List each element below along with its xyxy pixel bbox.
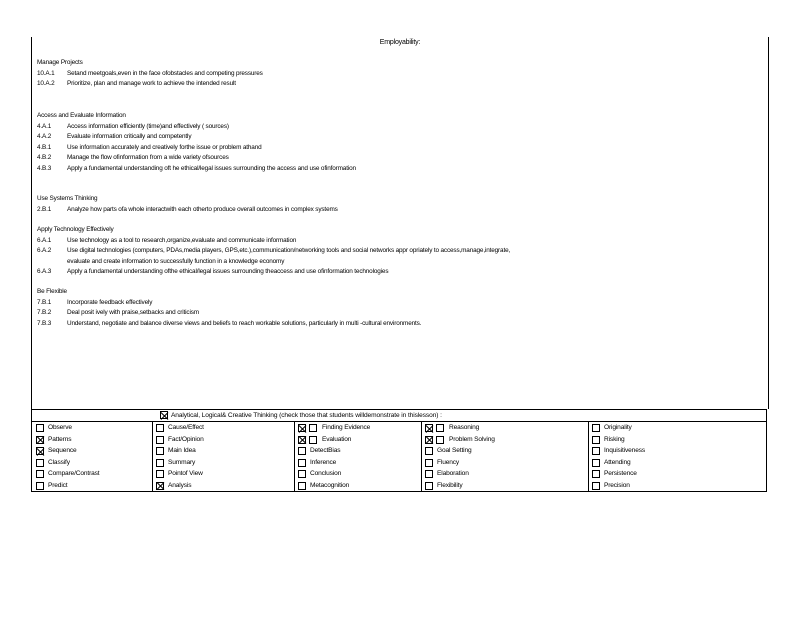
skill-label: Elaboration bbox=[437, 470, 469, 478]
standard-text: Incorporate feedback effectively bbox=[67, 298, 153, 306]
skill-checkbox[interactable] bbox=[156, 482, 164, 490]
skill-label: Fact/Opinion bbox=[168, 435, 204, 443]
skill-label: Fluency bbox=[437, 458, 460, 466]
standard-code: 4.B.3 bbox=[37, 164, 52, 172]
skill-checkbox[interactable] bbox=[36, 447, 44, 455]
standard-code: 10.A.1 bbox=[37, 69, 55, 77]
thinking-skill-item bbox=[152, 434, 294, 446]
standard-text: Use digital technologies (computers, PDAs,media players, GPS,etc.),communication/networking tools and social networks appr opriately to access,manage,integrate, bbox=[67, 247, 511, 255]
skill-checkbox[interactable] bbox=[36, 470, 44, 478]
standard-text-continued: evaluate and create information to successfully function in a knowledge economy bbox=[67, 257, 285, 265]
thinking-skills-table bbox=[31, 409, 767, 492]
standard-row bbox=[37, 319, 763, 330]
standard-row bbox=[37, 267, 763, 278]
standard-text: Deal posit ively with praise,setbacks and criticism bbox=[67, 309, 199, 317]
standard-section bbox=[37, 58, 763, 90]
skill-label: Evaluation bbox=[322, 435, 352, 443]
standard-row bbox=[37, 132, 763, 143]
skill-label: Predict bbox=[48, 481, 68, 489]
thinking-skill-item bbox=[32, 480, 152, 492]
standard-text: Use information accurately and creatively forthe issue or problem athand bbox=[67, 143, 262, 151]
skill-checkbox[interactable] bbox=[425, 424, 433, 432]
standard-text: Apply a fundamental understanding ofthe ethical/legal issues surrounding theaccess and use ofinformation technologies bbox=[67, 268, 389, 276]
skill-checkbox-secondary[interactable] bbox=[436, 424, 444, 432]
thinking-skill-item bbox=[32, 457, 152, 469]
skill-checkbox[interactable] bbox=[298, 459, 306, 467]
skill-label: Cause/Effect bbox=[168, 424, 204, 431]
thinking-skill-item bbox=[32, 445, 152, 457]
skill-checkbox[interactable] bbox=[592, 436, 600, 444]
skill-label: Reasoning bbox=[449, 424, 480, 431]
skill-label: Risking bbox=[604, 435, 625, 443]
skill-label: Inquisitiveness bbox=[604, 447, 645, 455]
skill-checkbox[interactable] bbox=[592, 470, 600, 478]
section-heading: Manage Projects bbox=[37, 59, 83, 66]
standard-row bbox=[37, 122, 763, 133]
standard-code: 6.A.2 bbox=[37, 247, 52, 255]
thinking-skill-item bbox=[152, 480, 294, 492]
skill-label: Observe bbox=[48, 424, 72, 431]
skill-checkbox[interactable] bbox=[592, 482, 600, 490]
skill-label: Attending bbox=[604, 458, 631, 466]
employability-frame bbox=[31, 37, 769, 409]
skill-checkbox[interactable] bbox=[425, 436, 433, 444]
thinking-column bbox=[152, 422, 295, 491]
skill-checkbox[interactable] bbox=[156, 470, 164, 478]
thinking-skill-item bbox=[294, 445, 421, 457]
skill-checkbox[interactable] bbox=[156, 459, 164, 467]
skill-checkbox[interactable] bbox=[425, 459, 433, 467]
skill-label: Flexibility bbox=[437, 481, 463, 489]
standard-code: 4.A.2 bbox=[37, 133, 52, 141]
skill-checkbox[interactable] bbox=[298, 424, 306, 432]
standard-code: 4.B.1 bbox=[37, 143, 52, 151]
standard-code: 6.A.3 bbox=[37, 268, 52, 276]
standard-section bbox=[37, 287, 763, 329]
standard-code: 4.A.1 bbox=[37, 122, 52, 130]
skill-checkbox[interactable] bbox=[592, 447, 600, 455]
thinking-skill-item bbox=[421, 457, 588, 469]
skill-label: Main Idea bbox=[168, 447, 196, 455]
skill-label: Compare/Contrast bbox=[48, 470, 100, 478]
skill-label: Precision bbox=[604, 481, 630, 489]
thinking-skills-header-text: Analytical, Logical& Creative Thinking (check those that students willdemonstrate in thislesson) : bbox=[171, 412, 442, 419]
skill-label: Pointof View bbox=[168, 470, 203, 478]
standard-code: 4.B.2 bbox=[37, 154, 52, 162]
skill-checkbox[interactable] bbox=[592, 459, 600, 467]
skill-label: Summary bbox=[168, 458, 196, 466]
standard-row bbox=[37, 164, 763, 175]
thinking-skill-item bbox=[294, 457, 421, 469]
section-heading: Access and Evaluate Information bbox=[37, 112, 126, 119]
thinking-skill-item bbox=[588, 434, 766, 446]
skill-checkbox[interactable] bbox=[36, 482, 44, 490]
thinking-skill-item bbox=[294, 422, 421, 434]
skill-label: Finding Evidence bbox=[322, 424, 371, 431]
thinking-skill-item bbox=[294, 468, 421, 480]
skill-label: Sequence bbox=[48, 447, 77, 455]
skill-checkbox-secondary[interactable] bbox=[436, 436, 444, 444]
thinking-skill-item bbox=[294, 480, 421, 492]
skill-checkbox[interactable] bbox=[298, 447, 306, 455]
skill-label: Metacognition bbox=[310, 481, 350, 489]
standard-section bbox=[37, 225, 763, 278]
standard-section bbox=[37, 111, 763, 175]
standard-code: 7.B.3 bbox=[37, 319, 52, 327]
skill-checkbox[interactable] bbox=[36, 424, 44, 432]
thinking-skill-item bbox=[588, 480, 766, 492]
thinking-skill-item bbox=[152, 457, 294, 469]
standard-section bbox=[37, 194, 763, 215]
header-checkbox[interactable] bbox=[160, 411, 168, 419]
skill-label: Inference bbox=[310, 458, 337, 466]
thinking-column bbox=[588, 422, 766, 491]
skill-checkbox[interactable] bbox=[425, 447, 433, 455]
thinking-skill-item bbox=[421, 480, 588, 492]
standard-text: Access information efficiently (time)and effectively ( sources) bbox=[67, 122, 229, 130]
standard-code: 7.B.2 bbox=[37, 309, 52, 317]
skill-label: Analysis bbox=[168, 481, 192, 489]
standard-text: Use technology as a tool to research,organize,evaluate and communicate information bbox=[67, 236, 297, 244]
thinking-skill-item bbox=[32, 434, 152, 446]
thinking-skill-item bbox=[421, 468, 588, 480]
thinking-column bbox=[294, 422, 422, 491]
thinking-column bbox=[421, 422, 589, 491]
standard-code: 6.A.1 bbox=[37, 236, 52, 244]
thinking-skill-item bbox=[152, 468, 294, 480]
skill-label: Originality bbox=[604, 424, 632, 431]
skill-label: DetectBias bbox=[310, 447, 341, 455]
standard-code: 2.B.1 bbox=[37, 205, 52, 213]
standard-row bbox=[37, 298, 763, 309]
section-heading: Be Flexible bbox=[37, 288, 67, 295]
thinking-skill-item bbox=[32, 468, 152, 480]
skill-label: Conclusion bbox=[310, 470, 342, 478]
thinking-skill-item bbox=[421, 445, 588, 457]
standard-row bbox=[37, 79, 763, 90]
standard-row bbox=[37, 69, 763, 80]
thinking-skill-item bbox=[588, 445, 766, 457]
section-heading: Apply Technology Effectively bbox=[37, 226, 114, 233]
standard-row bbox=[37, 153, 763, 164]
skill-checkbox[interactable] bbox=[36, 459, 44, 467]
skill-checkbox[interactable] bbox=[425, 482, 433, 490]
skill-checkbox[interactable] bbox=[298, 436, 306, 444]
standard-row bbox=[37, 205, 763, 216]
thinking-skill-item bbox=[152, 422, 294, 434]
thinking-skills-header bbox=[32, 410, 766, 422]
skill-checkbox[interactable] bbox=[298, 482, 306, 490]
thinking-skill-item bbox=[32, 422, 152, 434]
skill-checkbox[interactable] bbox=[425, 470, 433, 478]
skill-label: Goal Setting bbox=[437, 447, 472, 455]
thinking-skill-item bbox=[588, 457, 766, 469]
skill-label: Persistence bbox=[604, 470, 637, 478]
skill-label: Problem Solving bbox=[449, 435, 495, 443]
page-title: Employability: bbox=[379, 39, 421, 46]
skill-checkbox[interactable] bbox=[156, 424, 164, 432]
skill-checkbox[interactable] bbox=[36, 436, 44, 444]
standard-text: Analyze how parts ofa whole interactwith each otherto produce overall outcomes in complex systems bbox=[67, 205, 338, 213]
standard-text: Understand, negotiate and balance diverse views and beliefs to reach workable solutions, particularly in multi -cultural environments. bbox=[67, 319, 422, 327]
skill-checkbox-secondary[interactable] bbox=[309, 424, 317, 432]
thinking-skill-item bbox=[421, 434, 588, 446]
skill-label: Patterns bbox=[48, 435, 72, 443]
standard-text: Setand meetgoals,even in the face ofobstacles and competing pressures bbox=[67, 69, 263, 77]
thinking-skill-item bbox=[152, 445, 294, 457]
section-heading: Use Systems Thinking bbox=[37, 195, 98, 202]
standard-row bbox=[37, 143, 763, 154]
standard-code: 10.A.2 bbox=[37, 80, 55, 88]
thinking-column bbox=[32, 422, 153, 491]
standard-code: 7.B.1 bbox=[37, 298, 52, 306]
thinking-skill-item bbox=[421, 422, 588, 434]
standard-row bbox=[37, 246, 763, 257]
skill-checkbox[interactable] bbox=[156, 447, 164, 455]
standard-text: Prioritize, plan and manage work to achieve the intended result bbox=[67, 80, 236, 88]
standard-text: Evaluate information critically and competently bbox=[67, 133, 192, 141]
thinking-skill-item bbox=[294, 434, 421, 446]
skill-checkbox-secondary[interactable] bbox=[309, 436, 317, 444]
standard-row bbox=[37, 236, 763, 247]
standard-text: Apply a fundamental understanding oft he ethical/legal issues surrounding the access and use ofinformation bbox=[67, 164, 356, 172]
skill-label: Classify bbox=[48, 458, 70, 466]
standard-text: Manage the flow ofinformation from a wide variety ofsources bbox=[67, 154, 229, 162]
thinking-skill-item bbox=[588, 468, 766, 480]
skill-checkbox[interactable] bbox=[592, 424, 600, 432]
skill-checkbox[interactable] bbox=[156, 436, 164, 444]
skill-checkbox[interactable] bbox=[298, 470, 306, 478]
standard-row bbox=[37, 308, 763, 319]
thinking-skill-item bbox=[588, 422, 766, 434]
